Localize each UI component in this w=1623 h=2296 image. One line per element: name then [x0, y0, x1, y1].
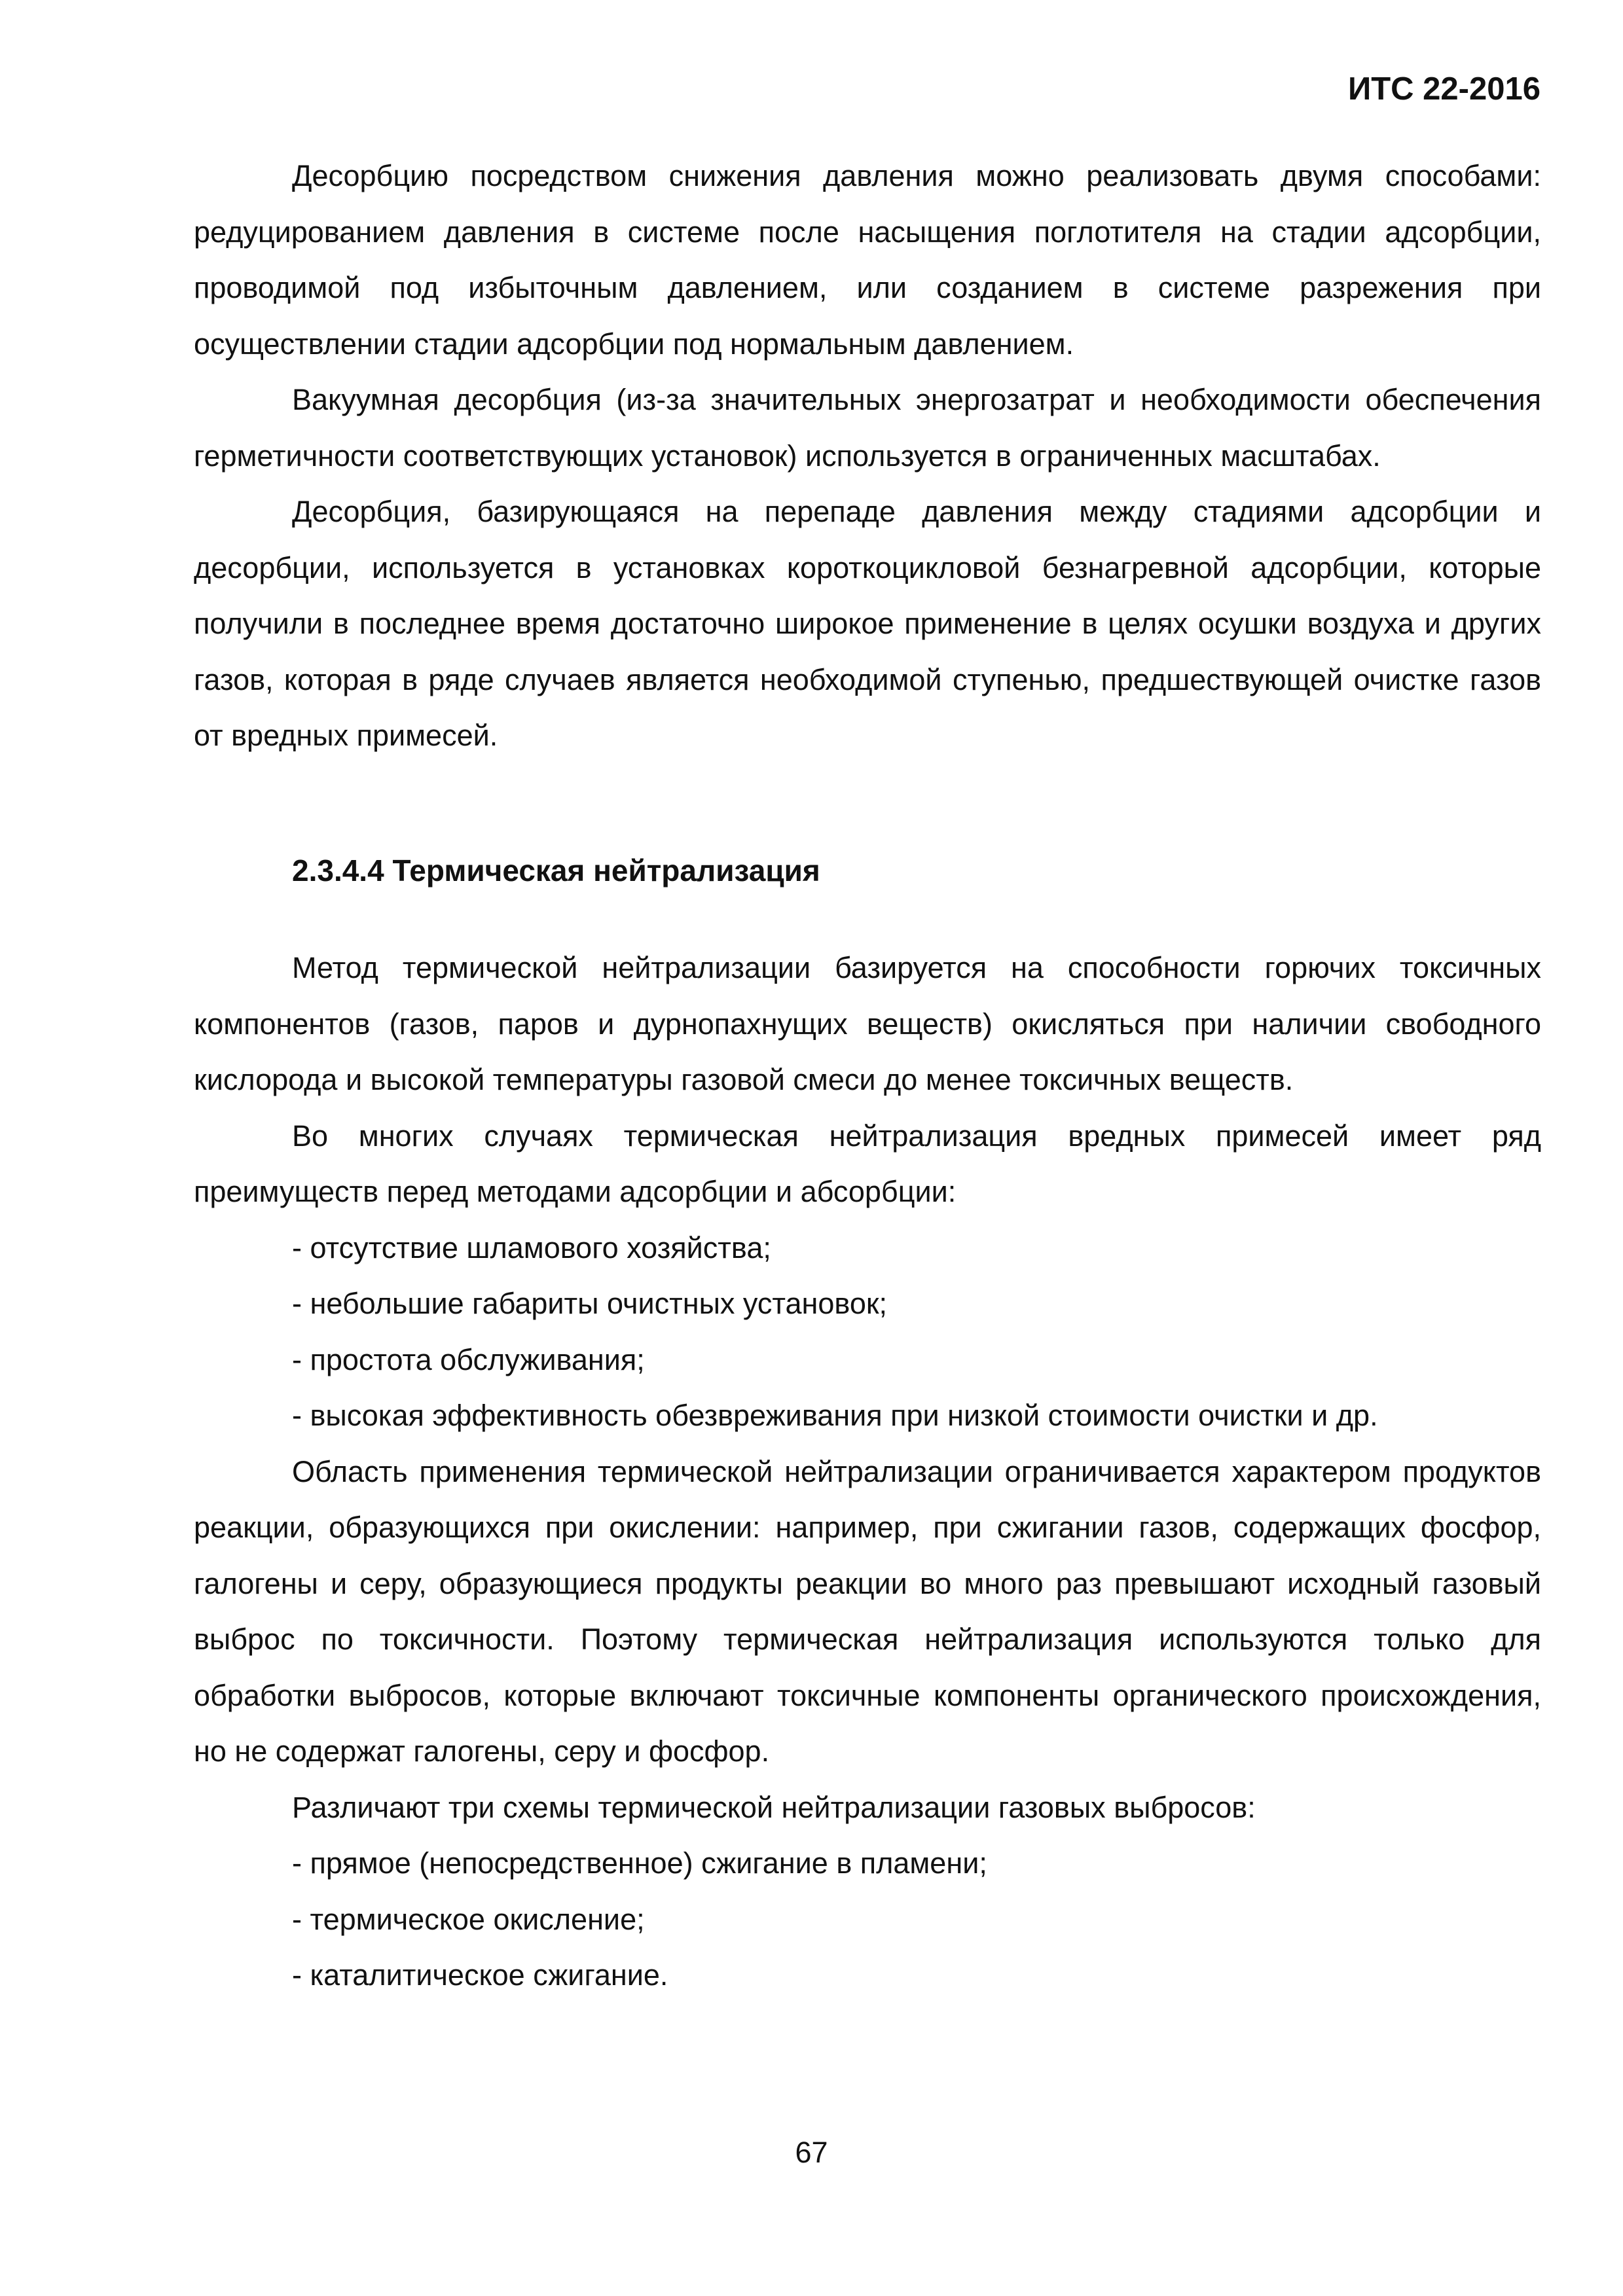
list-item: - простота обслуживания;	[292, 1342, 645, 1376]
intro-text-block	[194, 148, 1541, 764]
paragraph: Область применения термической нейтрализации ограничивается характером продуктов реакции, образующихся при окислении: например, при сжигании газов, содержащих фосфор, галогены и серу, образующиеся продукты реакции во много раз превышают исходный газовый выброс по токсичности. Поэтому термическая нейтрализация используются только для обработки выбросов, которые включают токсичные компоненты органического происхождения, но не содержат галогены, серу и фосфор.	[194, 1454, 1541, 1768]
section-text-block	[194, 940, 1541, 2003]
section-heading: 2.3.4.4 Термическая нейтрализация	[292, 853, 820, 888]
paragraph: Десорбция, базирующаяся на перепаде давления между стадиями адсорбции и десорбции, используется в установках короткоцикловой безнагревной адсорбции, которые получили в последнее время достаточно широкое применение в целях осушки воздуха и других газов, которая в ряде случаев является необходимой ступенью, предшествующей очистке газов от вредных примесей.	[194, 495, 1541, 752]
list-item: - термическое окисление;	[292, 1902, 645, 1936]
list-item: - отсутствие шламового хозяйства;	[292, 1230, 771, 1265]
paragraph: Вакуумная десорбция (из-за значительных энергозатрат и необходимости обеспечения герметичности соответствующих установок) используется в ограниченных масштабах.	[194, 383, 1541, 473]
paragraph: Десорбцию посредством снижения давления можно реализовать двумя способами: редуцированием давления в системе после насыщения поглотителя на стадии адсорбции, проводимой под избыточным давлением, или созданием в системе разрежения при осуществлении стадии адсорбции под нормальным давлением.	[194, 159, 1541, 361]
list-item: - прямое (непосредственное) сжигание в пламени;	[292, 1846, 987, 1880]
list-item: - каталитическое сжигание.	[292, 1958, 668, 1992]
document-code: ИТС 22-2016	[1348, 71, 1541, 107]
page-number: 67	[795, 2136, 828, 2169]
paragraph: Во многих случаях термическая нейтрализация вредных примесей имеет ряд преимуществ перед методами адсорбции и абсорбции:	[194, 1119, 1541, 1208]
list-item: - небольшие габариты очистных установок;	[292, 1287, 888, 1320]
list-item: - высокая эффективность обезвреживания при низкой стоимости очистки и др.	[292, 1399, 1378, 1432]
paragraph: Различают три схемы термической нейтрализации газовых выбросов:	[292, 1790, 1256, 1824]
paragraph: Метод термической нейтрализации базируется на способности горючих токсичных компонентов (газов, паров и дурнопахнущих веществ) окисляться при наличии свободного кислорода и высокой температуры газовой смеси до менее токсичных веществ.	[194, 951, 1541, 1096]
